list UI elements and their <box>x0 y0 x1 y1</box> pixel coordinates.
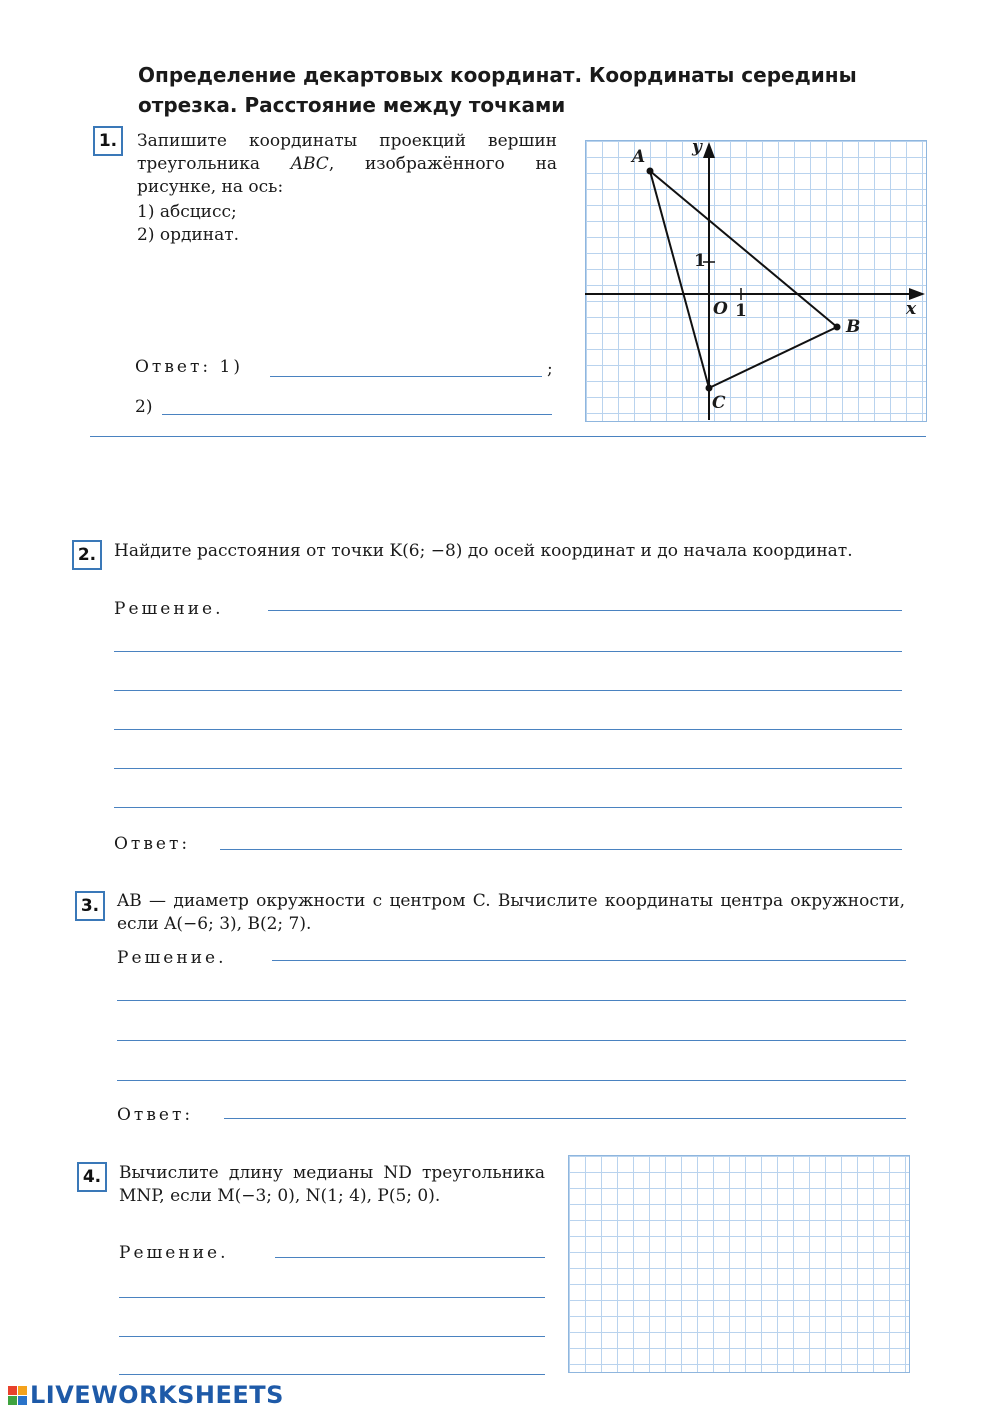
label-unit-x: 1 <box>735 301 747 321</box>
point-a <box>647 168 654 175</box>
task-1-answer-separator: ; <box>547 359 553 379</box>
task-1-text-part1: Запишите координаты проекций вершин треугольника <box>137 131 557 174</box>
task-1-text-part2: , изображённого на рисунке, на ось: <box>137 154 557 197</box>
label-y-axis: y <box>692 137 702 157</box>
label-origin: O <box>713 299 728 319</box>
task-3-answer-label: Ответ: <box>117 1105 194 1125</box>
task-1-number: 1. <box>93 126 123 156</box>
task-3-number: 3. <box>75 891 105 921</box>
task-2-number: 2. <box>72 540 102 570</box>
task-3-answer-line[interactable] <box>224 1118 906 1119</box>
point-c <box>706 385 713 392</box>
task-4-solution-line-2[interactable] <box>119 1297 545 1298</box>
label-b: B <box>846 317 861 337</box>
task-1-triangle-figure <box>585 140 925 420</box>
task-2-answer-label: Ответ: <box>114 834 191 854</box>
task-1-answer-label: Ответ: 1) <box>135 357 243 377</box>
task-1-triangle-name: ABC <box>290 154 329 174</box>
triangle-abc <box>650 171 837 388</box>
task-3-solution-line-4[interactable] <box>117 1080 906 1081</box>
task-2-solution-line-6[interactable] <box>114 807 902 808</box>
task-1-text <box>137 130 557 199</box>
task-2-solution-line-5[interactable] <box>114 768 902 769</box>
task-4-solution-line-4[interactable] <box>119 1374 545 1375</box>
task-2-answer-line[interactable] <box>220 849 902 850</box>
page-title: Определение декартовых координат. Координаты середины отрезка. Расстояние между точками <box>138 63 857 117</box>
task-3-solution-line-2[interactable] <box>117 1000 906 1001</box>
task-3-solution-line-1[interactable] <box>272 960 906 961</box>
label-a: A <box>632 147 646 167</box>
task-1-answer-2-label: 2) <box>135 397 153 417</box>
task-3-solution-line-3[interactable] <box>117 1040 906 1041</box>
label-c: C <box>712 393 726 413</box>
logo-square-4 <box>18 1396 27 1405</box>
task-4-solution-label: Решение. <box>119 1243 229 1263</box>
task-4-solution-line-1[interactable] <box>275 1257 545 1258</box>
liveworksheets-logo[interactable] <box>8 1381 284 1409</box>
task-3-text: AB — диаметр окружности с центром C. Вычислите координаты центра окружности, если A(−6; 3), B(2; 7). <box>117 891 905 934</box>
task-2-solution-line-4[interactable] <box>114 729 902 730</box>
task-2-text: Найдите расстояния от точки K(6; −8) до осей координат и до начала координат. <box>114 541 853 561</box>
task-1-item-1: 1) абсцисс; <box>137 202 237 222</box>
task-4-drawing-grid[interactable] <box>568 1155 910 1373</box>
task-4-text: Вычислите длину медианы ND треугольника MNP, если M(−3; 0), N(1; 4), P(5; 0). <box>119 1163 545 1206</box>
task-2-solution-line-3[interactable] <box>114 690 902 691</box>
liveworksheets-wordmark: LIVEWORKSHEETS <box>30 1381 284 1409</box>
task-2-solution-line-1[interactable] <box>268 610 902 611</box>
task-1-answer-1-line[interactable] <box>270 376 542 377</box>
task-4-number: 4. <box>77 1162 107 1192</box>
task-4-solution-line-3[interactable] <box>119 1336 545 1337</box>
logo-square-1 <box>8 1386 17 1395</box>
task-1-item-2: 2) ординат. <box>137 225 240 245</box>
logo-square-3 <box>8 1396 17 1405</box>
label-x-axis: x <box>906 299 917 319</box>
task-1-divider <box>90 436 926 437</box>
task-2-solution-line-2[interactable] <box>114 651 902 652</box>
task-2-solution-label: Решение. <box>114 599 224 619</box>
y-axis-arrow <box>703 142 715 158</box>
liveworksheets-logo-icon <box>8 1386 27 1405</box>
task-1-answer-2-line[interactable] <box>162 414 552 415</box>
point-b <box>834 324 841 331</box>
task-3-solution-label: Решение. <box>117 948 227 968</box>
label-unit-y: 1 <box>694 251 706 271</box>
logo-square-2 <box>18 1386 27 1395</box>
